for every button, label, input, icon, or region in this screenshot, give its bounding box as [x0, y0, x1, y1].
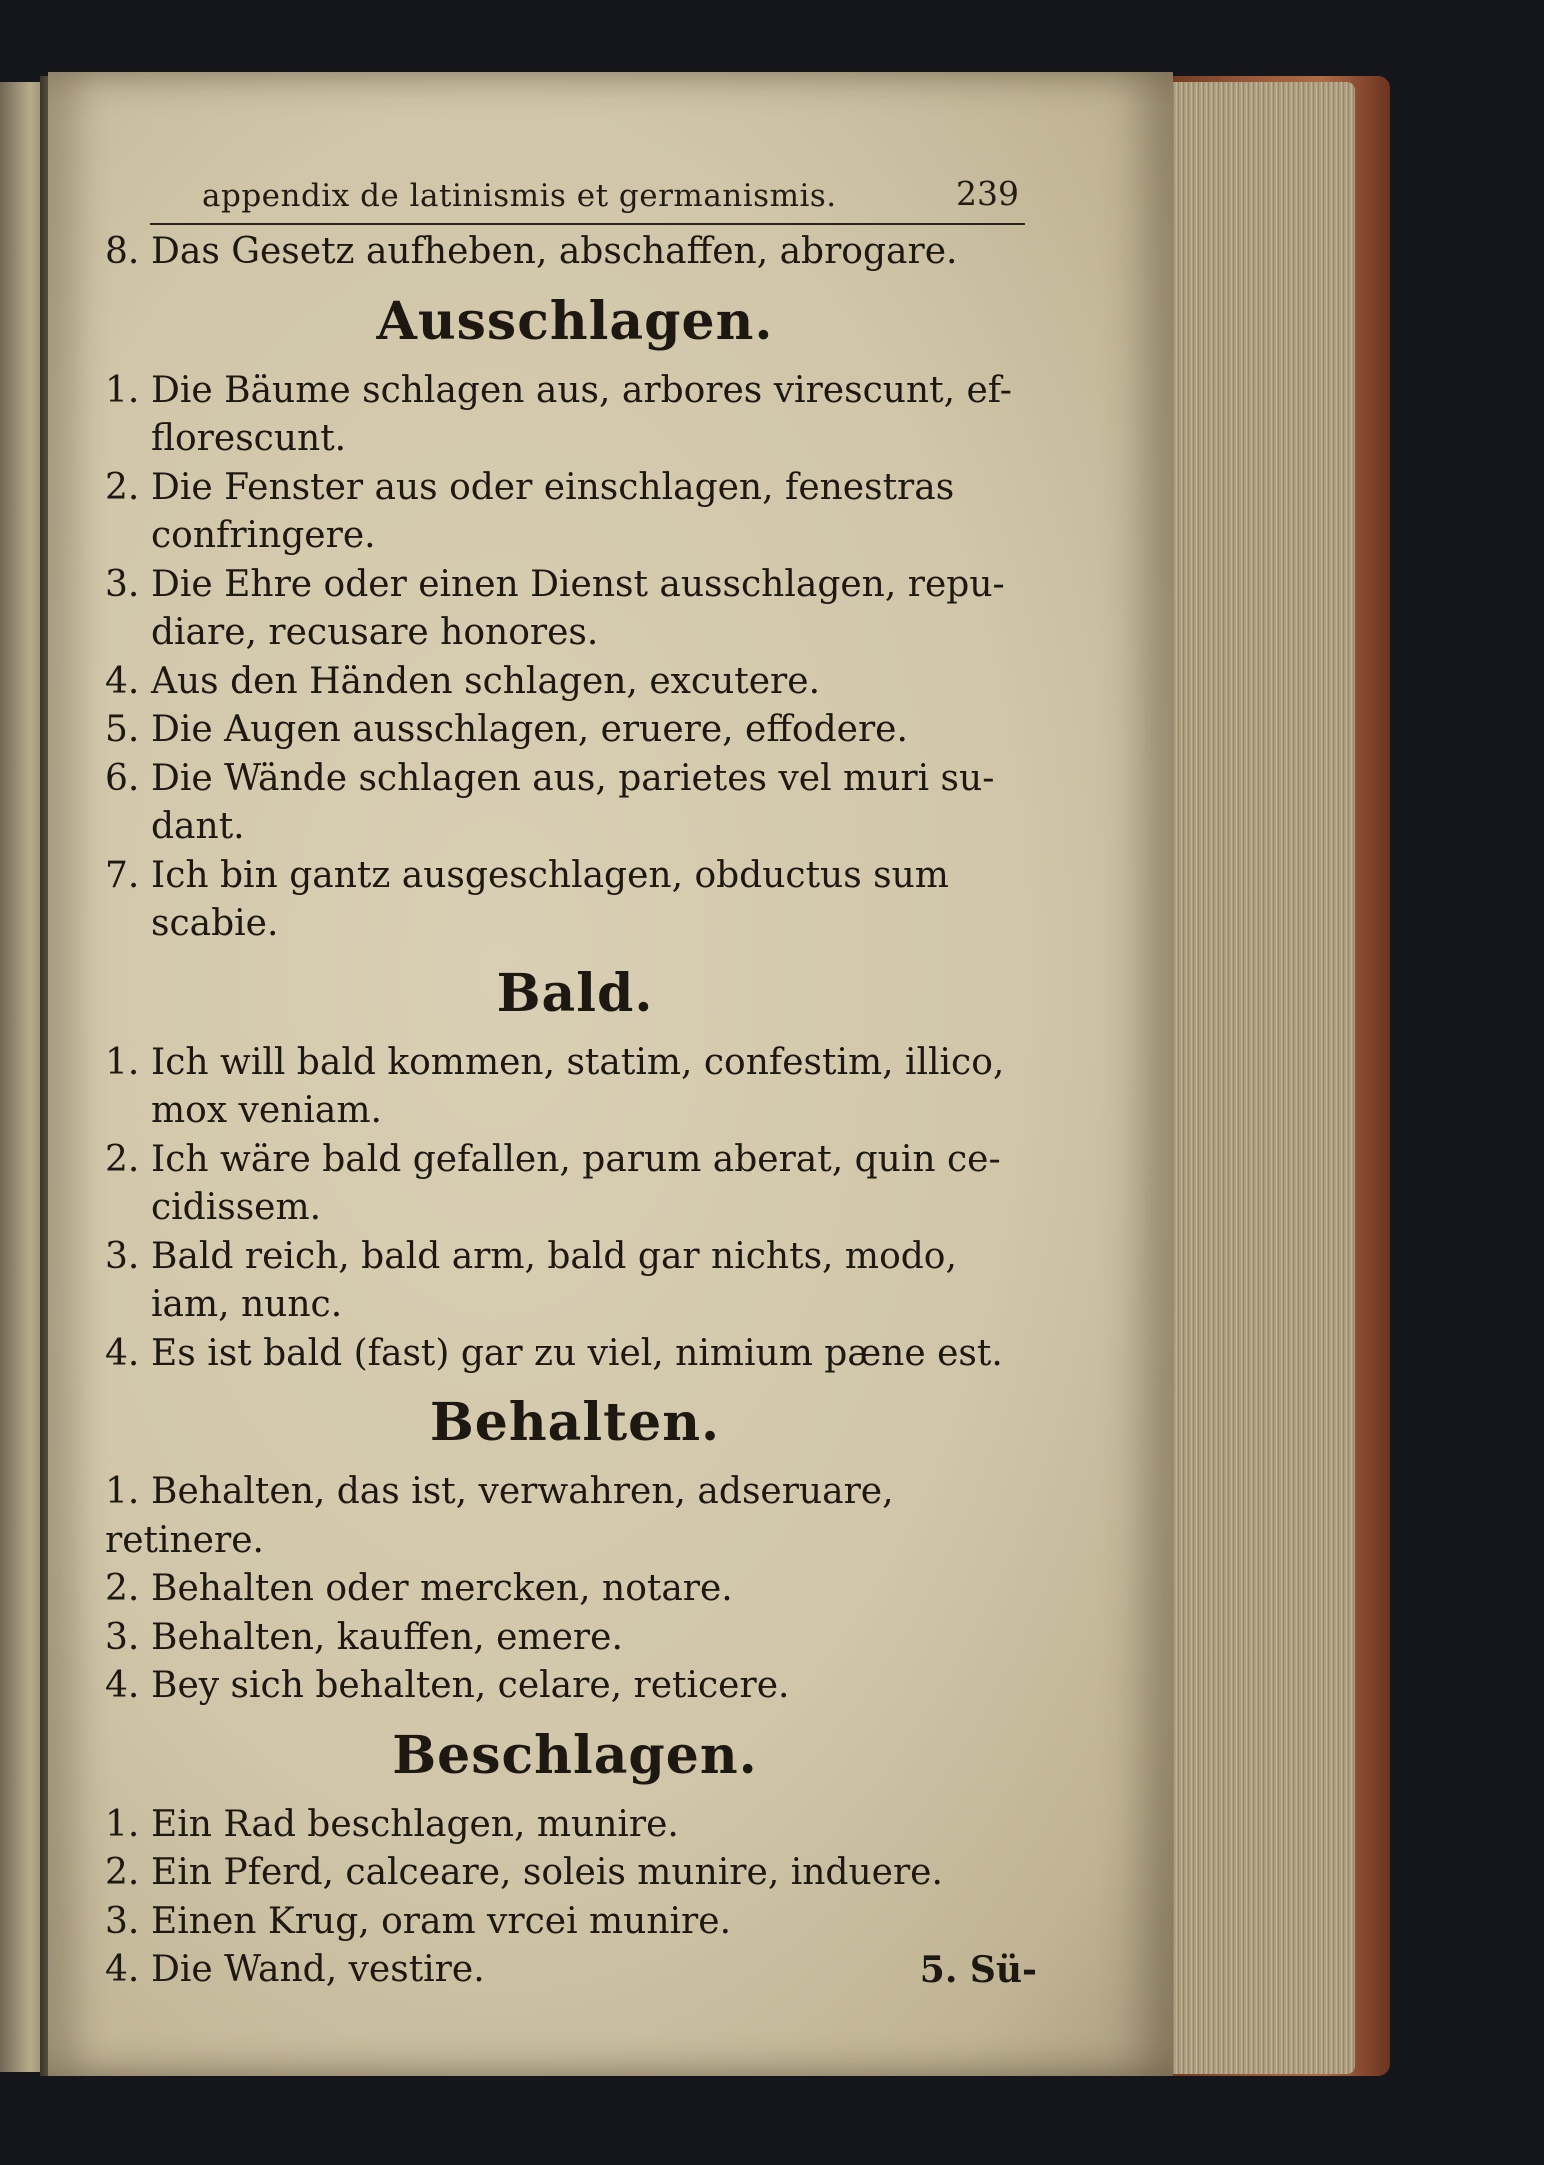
entry-text: Einen Krug, oram vrcei munire. — [151, 1900, 732, 1942]
dictionary-entry — [105, 464, 1045, 561]
entry-continuation: confringere. — [151, 515, 376, 556]
dictionary-entry — [105, 1039, 1045, 1136]
dictionary-entry — [105, 1614, 1045, 1663]
page-header — [150, 168, 1025, 225]
entry-line — [105, 1330, 1045, 1379]
entry-number: 3. — [105, 563, 140, 605]
entry-line — [105, 1849, 1045, 1898]
entry-number: 5. — [105, 709, 140, 750]
entry-line — [105, 852, 1045, 901]
dictionary-entry — [105, 1946, 1045, 1995]
entry-number: 1. — [105, 1041, 140, 1083]
dictionary-entry — [105, 706, 1045, 755]
dictionary-entry — [105, 561, 1045, 658]
entry-text: Ein Pferd, calceare, soleis munire, induere. — [151, 1852, 943, 1893]
entry-text: Es ist bald (fast) gar zu viel, nimium pæne est. — [151, 1332, 1003, 1374]
entry-number: 7. — [105, 854, 140, 896]
entry-number: 3. — [105, 1616, 140, 1658]
headword-heading: Behalten. — [429, 1392, 721, 1453]
entry-number: 6. — [105, 757, 140, 799]
entry-line — [105, 1898, 1045, 1947]
dictionary-entry — [105, 852, 1045, 949]
entry-line — [105, 1946, 1045, 1995]
entry-text: Bald reich, bald arm, bald gar nichts, modo, — [151, 1235, 957, 1277]
entry-line — [105, 658, 1045, 707]
entry-text: Ich bin gantz ausgeschlagen, obductus sum — [151, 854, 949, 896]
dictionary-entry — [105, 658, 1045, 707]
entry-line — [105, 1662, 1045, 1711]
entry-continuation: dant. — [151, 806, 245, 847]
entry-text: Aus den Händen schlagen, excutere. — [151, 660, 821, 702]
entry-number: 4. — [105, 1332, 140, 1374]
entry-number: 1. — [105, 1471, 140, 1512]
entry-text: Ich will bald kommen, statim, confestim, illico, — [151, 1041, 1005, 1083]
entry-continuation: diare, recusare honores. — [151, 612, 599, 653]
entry-number: 4. — [105, 660, 140, 702]
entry-text: Behalten, kauffen, emere. — [151, 1616, 623, 1658]
entry-line — [105, 755, 1045, 804]
entry-number: 3. — [105, 1900, 140, 1942]
headword-heading: Beschlagen. — [392, 1724, 758, 1786]
entry-number: 3. — [105, 1235, 140, 1277]
entry-line — [105, 1136, 1045, 1185]
entry-text: Die Augen ausschlagen, eruere, effodere. — [151, 709, 908, 750]
entry-text: Die Ehre oder einen Dienst ausschlagen, repu- — [151, 563, 1005, 605]
entry-line — [105, 228, 1045, 277]
entry-line — [105, 464, 1045, 513]
entry-continuation: scabie. — [151, 903, 279, 944]
entry-number: 8. — [105, 231, 140, 272]
headword-heading: Bald. — [496, 962, 654, 1024]
entry-line — [105, 561, 1045, 610]
page-number: 239 — [956, 174, 1019, 213]
page-block-edges — [1165, 82, 1355, 2074]
entry-text: Die Fenster aus oder einschlagen, fenestras — [151, 466, 955, 508]
entry-continuation: mox veniam. — [151, 1090, 382, 1131]
entry-line — [105, 1233, 1045, 1282]
dictionary-entry — [105, 1565, 1045, 1614]
entry-text: Bey sich behalten, celare, reticere. — [151, 1665, 790, 1706]
dictionary-entry — [105, 1898, 1045, 1947]
entry-text: Ich wäre bald gefallen, parum aberat, quin ce- — [151, 1138, 1001, 1180]
entry-number: 2. — [105, 466, 140, 508]
headword-heading: Ausschlagen. — [376, 290, 774, 352]
entry-line — [105, 1801, 1045, 1850]
entry-number: 2. — [105, 1138, 140, 1180]
entry-line — [105, 1468, 1045, 1565]
entry-line — [105, 1614, 1045, 1663]
entry-number: 1. — [105, 369, 140, 411]
dictionary-entry — [105, 1662, 1045, 1711]
dictionary-entry — [105, 755, 1045, 852]
dictionary-entry — [105, 1233, 1045, 1330]
entry-text: Behalten, das ist, verwahren, adseruare, retinere. — [105, 1471, 894, 1561]
running-title: appendix de latinismis et germanismis. — [202, 178, 837, 214]
entry-number: 4. — [105, 1949, 140, 1990]
entry-continuation: florescunt. — [151, 418, 347, 459]
dictionary-entry — [105, 1136, 1045, 1233]
catchword: 5. Sü- — [919, 1949, 1037, 1991]
entry-text: Die Wand, vestire. — [151, 1949, 485, 1990]
dictionary-entry — [105, 1330, 1045, 1379]
dictionary-text — [105, 228, 1045, 1995]
entry-continuation: cidissem. — [151, 1187, 322, 1228]
dictionary-entry — [105, 228, 1045, 277]
entry-text: Die Wände schlagen aus, parietes vel muri su- — [151, 757, 995, 799]
entry-continuation: iam, nunc. — [151, 1284, 343, 1325]
entry-text: Ein Rad beschlagen, munire. — [151, 1803, 679, 1845]
entry-line — [105, 1039, 1045, 1088]
entry-line — [105, 1565, 1045, 1614]
dictionary-entry — [105, 1801, 1045, 1850]
entry-line — [105, 706, 1045, 755]
dictionary-entry — [105, 367, 1045, 464]
entry-number: 2. — [105, 1568, 140, 1609]
entry-text: Das Gesetz aufheben, abschaffen, abrogare. — [151, 231, 958, 272]
entry-line — [105, 367, 1045, 416]
entry-number: 4. — [105, 1665, 140, 1706]
dictionary-entry — [105, 1849, 1045, 1898]
dictionary-entry — [105, 1468, 1045, 1565]
entry-text: Die Bäume schlagen aus, arbores virescunt, ef- — [151, 369, 1012, 411]
entry-number: 2. — [105, 1852, 140, 1893]
entry-number: 1. — [105, 1803, 140, 1845]
entry-text: Behalten oder mercken, notare. — [151, 1568, 733, 1609]
